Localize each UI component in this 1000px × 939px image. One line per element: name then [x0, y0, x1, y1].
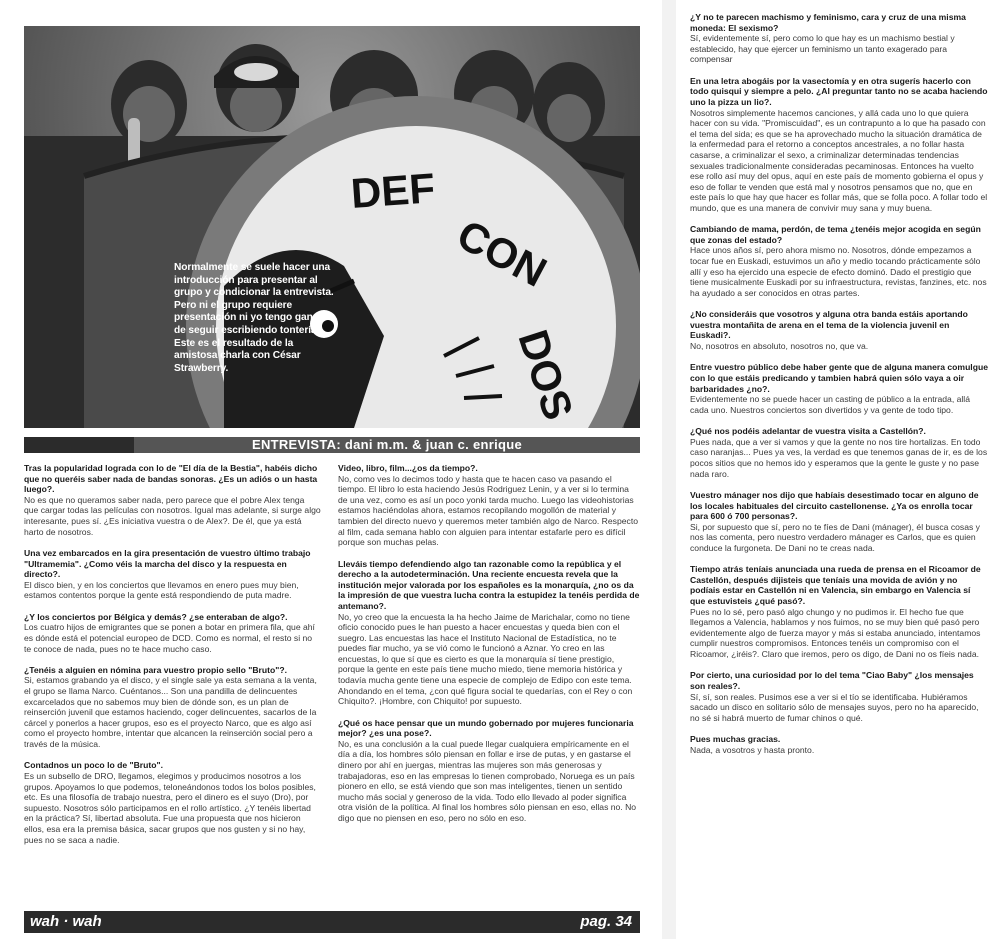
- answer: No, es una conclusión a la cual puede llegar cualquiera empíricamente en el día a día, los hombres sólo piensan en follar e irse de putas, y en gastarse el dinero por ahí en juergas, mientras las mujeres son más generosas y trabajadoras, eso en las empresas lo tienen comprobado, Noruega es un país pionero en ello, se está viendo que son mas inteligentes, tienen un sentido mucho más social y generoso de la vida. Todo ello llevado al poder significa otra visión de la política. Al final los hombres sólo piensan en eso, ellas no. No digo que no piensen en eso, pero no sólo en eso.: [338, 738, 637, 823]
- headline: ENTREVISTA: dani m.m. & juan c. enrique: [251, 437, 523, 452]
- question: Video, libro, film...¿os da tiempo?.: [338, 463, 478, 473]
- qa-block: [24, 612, 321, 654]
- answer: Los cuatro hijos de emigrantes que se ponen a botar en primera fila, que ahí es dónde está el potencial europeo de DCD. Como es normal, el resto si no te conoce de nada, pues no te hace mucho caso.: [24, 622, 315, 654]
- answer: Hace unos años sí, pero ahora mismo no. Nosotros, dónde empezamos a tocar fue en Euskadi, estuvimos un año y medio tocando prácticamente sólo allí y eso ha ejercido una especie de efecto dominó. Dado el prestigio que tiene musicalmente Euskadi por su infraestructura, revistas, fanzines, etc. nos ha ayudado a ser conocidos en otras partes.: [690, 245, 987, 298]
- column-1: [24, 463, 321, 856]
- banner-word-2: CON: [449, 210, 555, 296]
- banner-word-1: DEF: [349, 164, 437, 217]
- qa-block: [24, 760, 321, 845]
- question: Por cierto, una curiosidad por lo del tema "Ciao Baby" ¿los mensajes son reales?.: [690, 670, 974, 692]
- page-footer: [24, 911, 640, 933]
- question: Contadnos un poco lo de "Bruto".: [24, 760, 163, 771]
- qa-block: [338, 463, 640, 548]
- qa-block: [690, 490, 988, 554]
- qa-block: [690, 564, 988, 659]
- banner-word-3: DOS: [509, 324, 583, 426]
- question: ¿Y los conciertos por Bélgica y demás? ¿se enteraban de algo?.: [24, 611, 288, 622]
- page-gutter: [662, 0, 676, 939]
- column-3: [690, 12, 988, 766]
- qa-block: [690, 224, 988, 298]
- column-2: [338, 463, 640, 834]
- band-photo: [24, 26, 640, 428]
- question: ¿No consideráis que vosotros y alguna otra banda estáis aportando vuestra montañita de arena en el tema de la violencia juvenil en Euskadi?.: [690, 309, 968, 341]
- qa-block: [338, 559, 640, 707]
- answer: El disco bien, y en los conciertos que llevamos en enero pues muy bien, estamos contentos porque la gente está respondiendo de puta madre.: [24, 579, 299, 601]
- question: Tras la popularidad lograda con lo de "El día de la Bestia", habéis dicho que no queréis saber nada de bandas sonoras. ¿Es un adiós o un hasta luego?.: [24, 463, 318, 495]
- headline-bar: [24, 437, 640, 453]
- answer: No, nosotros en absoluto, nosotros no, que va.: [690, 341, 869, 352]
- magazine-brand: wah · wah: [30, 913, 102, 930]
- answer: Pues no lo sé, pero pasó algo chungo y no pudimos ir. El hecho fue que llegamos a Valencia, hablamos y nos fuimos, no se muy bien qué pasó pero evidentemente algo de fuerza mayor y más si estaba anunciado, intentamos cumplir nuestros compromisos. Entonces tenéis un compromiso con el Ricoamor, ¿iréis?. Claro que iremos, pero os digo, de Dani no os fíeis nada.: [690, 606, 981, 660]
- question: Cambiando de mama, perdón, de tema ¿tenéis mejor acogida en según que zonas del estado?: [690, 224, 981, 245]
- page-number: pag. 34: [580, 913, 632, 930]
- answer: Nosotros simplemente hacemos canciones, y allá cada uno lo que quiera hacer con su vida. "Promiscuidad", es un contrapunto a lo que ha pasado con el tema del sida; es que se ha aprovechado mucho la situación dramática de la enfermedad para el retorno a conceptos ancestrales, a no follar hasta casarse, a criminalizar el sexo, a criminalizar determinadas tendencias sexuales tradicionalmente consideradas pecaminosas. Entonces ha vuelto ese rollo así muy del opus, aquí en este país de momento gobierna el opus y eso de follar te venden que está mal y nosotros pensamos que no, que en este país lo que hay que hacer es follar más, que se folla poco. A follar todo el mundo, que es una manera de convivir muy sana y muy buena.: [690, 107, 988, 213]
- qa-block: [690, 309, 988, 351]
- answer: Si, estamos grabando ya el disco, y el single sale ya esta semana a la venta, el grupo se llama Narco. Cuéntanos... Son una pandilla de delincuentes excarcelados que no sabemos muy bien de dónde son, es un plan de reinserción juvenil que estamos haciendo, coger delincuentes, sacarlos de la cárcel y ponerlos a hacer grupos, eso es el proyecto Narco, que es algo así como el proyecto hombre, intentar que alcancen la reinserción social pero a través de la música.: [24, 675, 317, 750]
- question: ¿Qué nos podéis adelantar de vuestra visita a Castellón?.: [690, 426, 926, 437]
- qa-block: [24, 665, 321, 750]
- qa-block: [24, 463, 321, 537]
- question: Entre vuestro público debe haber gente que de alguna manera comulgue con lo que estáis predicando y tambien habrá quien sólo vaya a oir barbaridades ¿no?.: [690, 362, 988, 394]
- qa-block: [690, 426, 988, 479]
- question: Tiempo atrás teníais anunciada una rueda de prensa en el Ricoamor de Castellón, después dijisteis que teníais una movida de avión y no podíais estar en Castellón ni en Valencia, sin embargo en Valencia sí que estuvisteis ¿qué pasó?.: [690, 564, 981, 607]
- answer: Nada, a vosotros y hasta pronto.: [690, 744, 815, 755]
- answer: Sí, sí, son reales. Pusimos ese a ver si el tío se identificaba. Hubiéramos sacado un disco en solitario sólo de mensajes suyos, pero no ha aparecido, no sé si habrá muerto de fumar chinos o qué.: [690, 691, 979, 723]
- qa-block: [338, 718, 640, 824]
- question: ¿Y no te parecen machismo y feminismo, cara y cruz de una misma moneda: El sexismo?: [690, 12, 966, 33]
- qa-block: [690, 76, 988, 214]
- answer: Si, por supuesto que sí, pero no te fíes de Dani (mánager), él busca cosas y nos las comenta, pero nuestro verdadero mánager es Carlos, que es quien conduce la furgoneta. De Dani no te creas nada.: [690, 521, 980, 553]
- question: ¿Qué os hace pensar que un mundo gobernado por mujeres funcionaria mejor? ¿es una pose?.: [338, 717, 634, 739]
- qa-block: [690, 734, 988, 755]
- question: Una vez embarcados en la gira presentación de vuestro último trabajo "Ultramemia". ¿Como véis la marcha del disco y la respuesta en directo?.: [24, 547, 311, 580]
- qa-block: [24, 548, 321, 601]
- answer: Pues nada, que a ver si vamos y que la gente no nos tire hortalizas. En todo caso naranjas... Pues ya ves, la verdad es que tenemos ganas de ir, es de los pocos sitios que no hemos ido y esperamos que la gente le guste y no pase nada raro.: [690, 436, 988, 479]
- question: Pues muchas gracias.: [690, 734, 781, 745]
- answer: Sí, evidentemente sí, pero como lo que hay es un machismo bestial y establecido, hay que ejercer un feminismo un tanto exagerado para compensar: [690, 33, 955, 65]
- question: En una letra abogáis por la vasectomía y en otra sugerís hacerlo con todo quisqui y siempre a pelo. ¿Al preguntar tanto no se acaba haciendo uno la pizza un lio?.: [690, 75, 988, 107]
- question: ¿Tenéis a alguien en nómina para vuestro propio sello "Bruto"?.: [24, 664, 287, 675]
- qa-block: [690, 12, 988, 65]
- question: Lleváis tiempo defendiendo algo tan razonable como la república y el derecho a la autodeterminación. Una reciente encuesta revela que la institución mejor valorada por los españoles es la monarquía, ¿no os da la impresión de que vuestra lucha contra la estupidez la tenéis perdida de antemano?.: [338, 558, 640, 611]
- intro-text: Normalmente se suele hacer una introducción para presentar al grupo y condicionar la entrevista. Pero ni el grupo requiere presentación ni yo tengo ganas de seguir escribiendo tonterías. Este es el resultado de la amistosa charla con César Strawberry.: [174, 262, 334, 374]
- qa-block: [690, 362, 988, 415]
- question: Vuestro mánager nos dijo que habíais desestimado tocar en alguno de los locales habituales del circuito castellonense. ¿Ya os enrolla tocar para 600 ó 700 personas?.: [690, 489, 979, 522]
- answer: Es un subsello de DRO, llegamos, elegimos y producimos nosotros a los grupos. Apoyamos lo que podemos, teloneándonos todos los bolos posibles, etc. Es una filosofía de trabajo nuestra, pero el dinero es el suyo (Dro), por supuesto. Nosotros sólo participamos en el rollo artístico. ¿Y tenéis libertad en la práctica? Sí, libertad absoluta. Fue una propuesta que nos hicieron ellos, esa era la premisa básica, sacar grupos que nos gusten y si no hay, pues no se saca a nadie.: [24, 771, 316, 845]
- answer: No es que no queramos saber nada, pero parece que el pobre Alex tenga que cargar todas las películas con nosotros. Igual mas adelante, si surge algo interesante, pues sí. ¿Es iniciativa vuestra o de Alex?. De él, que ya está harto de nosotros.: [24, 494, 321, 537]
- answer: Evidentemente no se puede hacer un casting de público a la entrada, allá cada uno. Nuestros conciertos son divertidos y va gente de todo tipo.: [690, 394, 970, 415]
- qa-block: [690, 670, 988, 723]
- answer: No, como ves lo decimos todo y hasta que te hacen caso va pasando el tiempo. El libro lo esta haciendo Jesús Rodriguez Lenin, y a ver si lo termina de una vez, como es así un poco yonki tarda mucho. Luego las videohistorias estamos haciéndolas ahora, estamos recopilando mogollón de material y tambien del directo nuevo y queremos meter también algo de Narco. Respecto al film, cada semana hablo con alguien para intentar estafarle pero es difícil porque son muchas pelas.: [338, 473, 638, 548]
- answer: No, yo creo que la encuesta la ha hecho Jaime de Marichalar, como no tiene oficio conocido pues le han puesto a hacer encuestas y queda bien con el suegro. Las encuestas las hace el Instituto Nacional de Estadística, no te puedes fiar mucho, ya se vió como le funcionó a Aznar. Yo creo en las encuestas, lo que sí que es cierto es que la monarquía sí tiene prestigio, porque la gente en este país tiene mucho miedo, tiene memoria histórica y todavía mucha gente tiene una especie de complejo de Edipo con este tema. Ahondando en el tema, ¿con qué figura social te quedarías, con el Rey o con Chiquito?. ¡Hombre, con Chiquito! por supuesto.: [338, 611, 633, 707]
